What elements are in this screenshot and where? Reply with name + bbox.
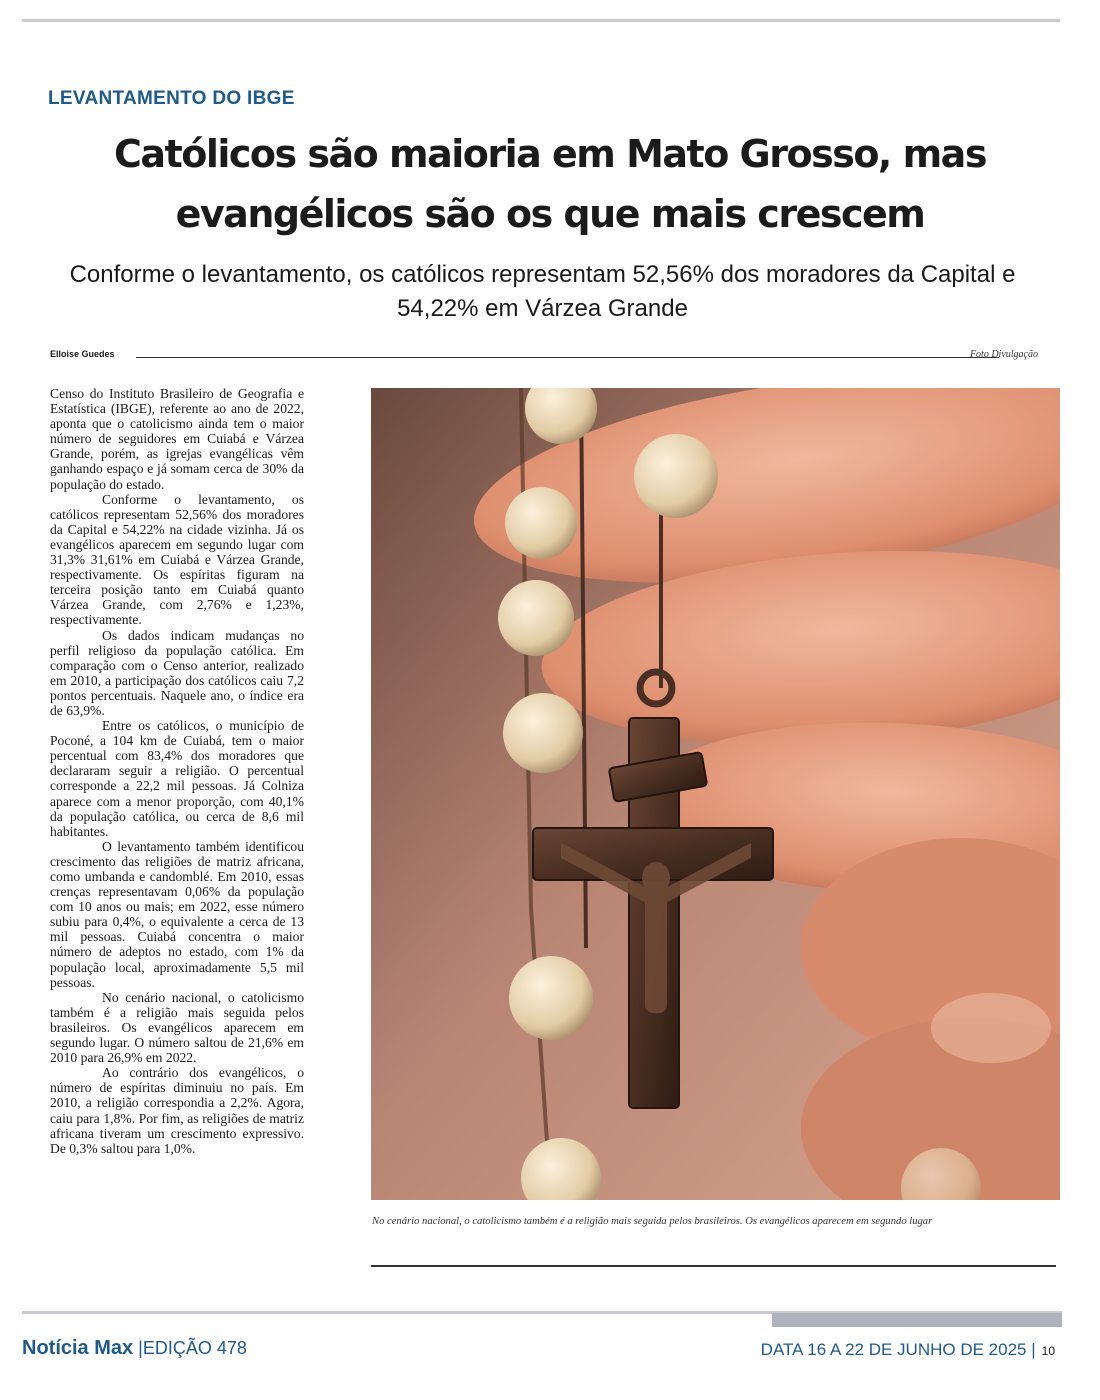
article-paragraph: Ao contrário dos evangélicos, o número de espíritas diminuiu no país. Em 2010, a religião correspondia a 2,2%. Agora, caiu para 1,8%. Por fim, as religiões de matriz africana tiveram um crescimento expressivo. De 0,3% saltou para 1,0%. (50, 1065, 304, 1156)
article-paragraph: O levantamento também identificou crescimento das religiões de matriz africana, como umbanda e candomblé. Em 2010, essas crenças representavam 0,06% da população com 10 anos ou mais; em 2022, esse número subiu para 0,4%, o equivalente a cerca de 13 mil pessoas. Cuiabá concentra o maior número de adeptos no estado, com 1% da população local, aproximadamente 5,5 mil pessoas. (50, 838, 304, 990)
footer-publication (22, 1337, 247, 1360)
subheadline: Conforme o levantamento, os católicos representam 52,56% dos moradores da Capital e 54,22% em Várzea Grande (69, 261, 1016, 322)
footer-date (761, 1340, 1055, 1360)
page-number: 10 (1041, 1344, 1055, 1358)
top-rule (22, 19, 1060, 22)
article-paragraph: Entre os católicos, o município de Poconé, a 104 km de Cuiabá, tem o maior percentual com 83,4% dos moradores que declararam seguir a religião. O percentual corresponde a 22,2 mil pessoas. Já Colniza aparece com a menor proporção, com 40,1% da população católica, ou cerca de 8,6 mil habitantes. (50, 718, 304, 839)
author-name: Elloise Guedes (50, 349, 115, 359)
article-paragraph: Conforme o levantamento, os católicos representam 52,56% dos moradores da Capital e 54,22% na cidade vizinha. Já os evangélicos aparecem em segundo lugar com 31,3% 31,61% em Cuiabá e Várzea Grande, respectivamente. Os espíritas figuram na terceira posição tanto em Cuiabá quanto Várzea Grande, com 2,76% e 1,23%, respectivamente. (50, 491, 304, 628)
article-paragraph: No cenário nacional, o catolicismo também é a religião mais seguida pelos brasileiros. Os evangélicos aparecem em segundo lugar. O número saltou de 21,6% em 2010 para 26,9% em 2022. (50, 989, 304, 1066)
photo-credit: Foto Divulgação (969, 349, 1038, 360)
photo-caption: No cenário nacional, o catolicismo também é a religião mais seguida pelos brasileiros. Os evangélicos aparecem em segundo lugar (372, 1216, 933, 1227)
byline-divider (136, 357, 999, 358)
article-body (50, 386, 304, 1156)
footer-tab (772, 1313, 1062, 1327)
section-kicker: LEVANTAMENTO DO IBGE (48, 88, 295, 109)
article-paragraph: Censo do Instituto Brasileiro de Geografia e Estatística (IBGE), referente ao ano de 2022, aponta que o catolicismo ainda tem o maior número de seguidores em Cuiabá e Várzea Grande, porém, as igrejas evangélicas vêm ganhando espaço e já somam cerca de 30% da população do estado. (50, 386, 304, 492)
publication-name: Notícia Max (22, 1337, 134, 1359)
edition-number: |EDIÇÃO 478 (138, 1338, 247, 1358)
issue-date: DATA 16 A 22 DE JUNHO DE 2025 | (760, 1340, 1036, 1359)
byline-row (50, 349, 1040, 365)
rosary-photo (371, 388, 1060, 1200)
article-paragraph: Os dados indicam mudanças no perfil religioso da população católica. Em comparação com o Censo anterior, realizado em 2010, a participação dos católicos caiu 7,2 pontos percentuais. Naquele ano, o índice era de 63,9%. (50, 627, 304, 718)
caption-divider (371, 1265, 1056, 1267)
headline: Católicos são maioria em Mato Grosso, mas evangélicos são os que mais crescem (114, 132, 986, 236)
